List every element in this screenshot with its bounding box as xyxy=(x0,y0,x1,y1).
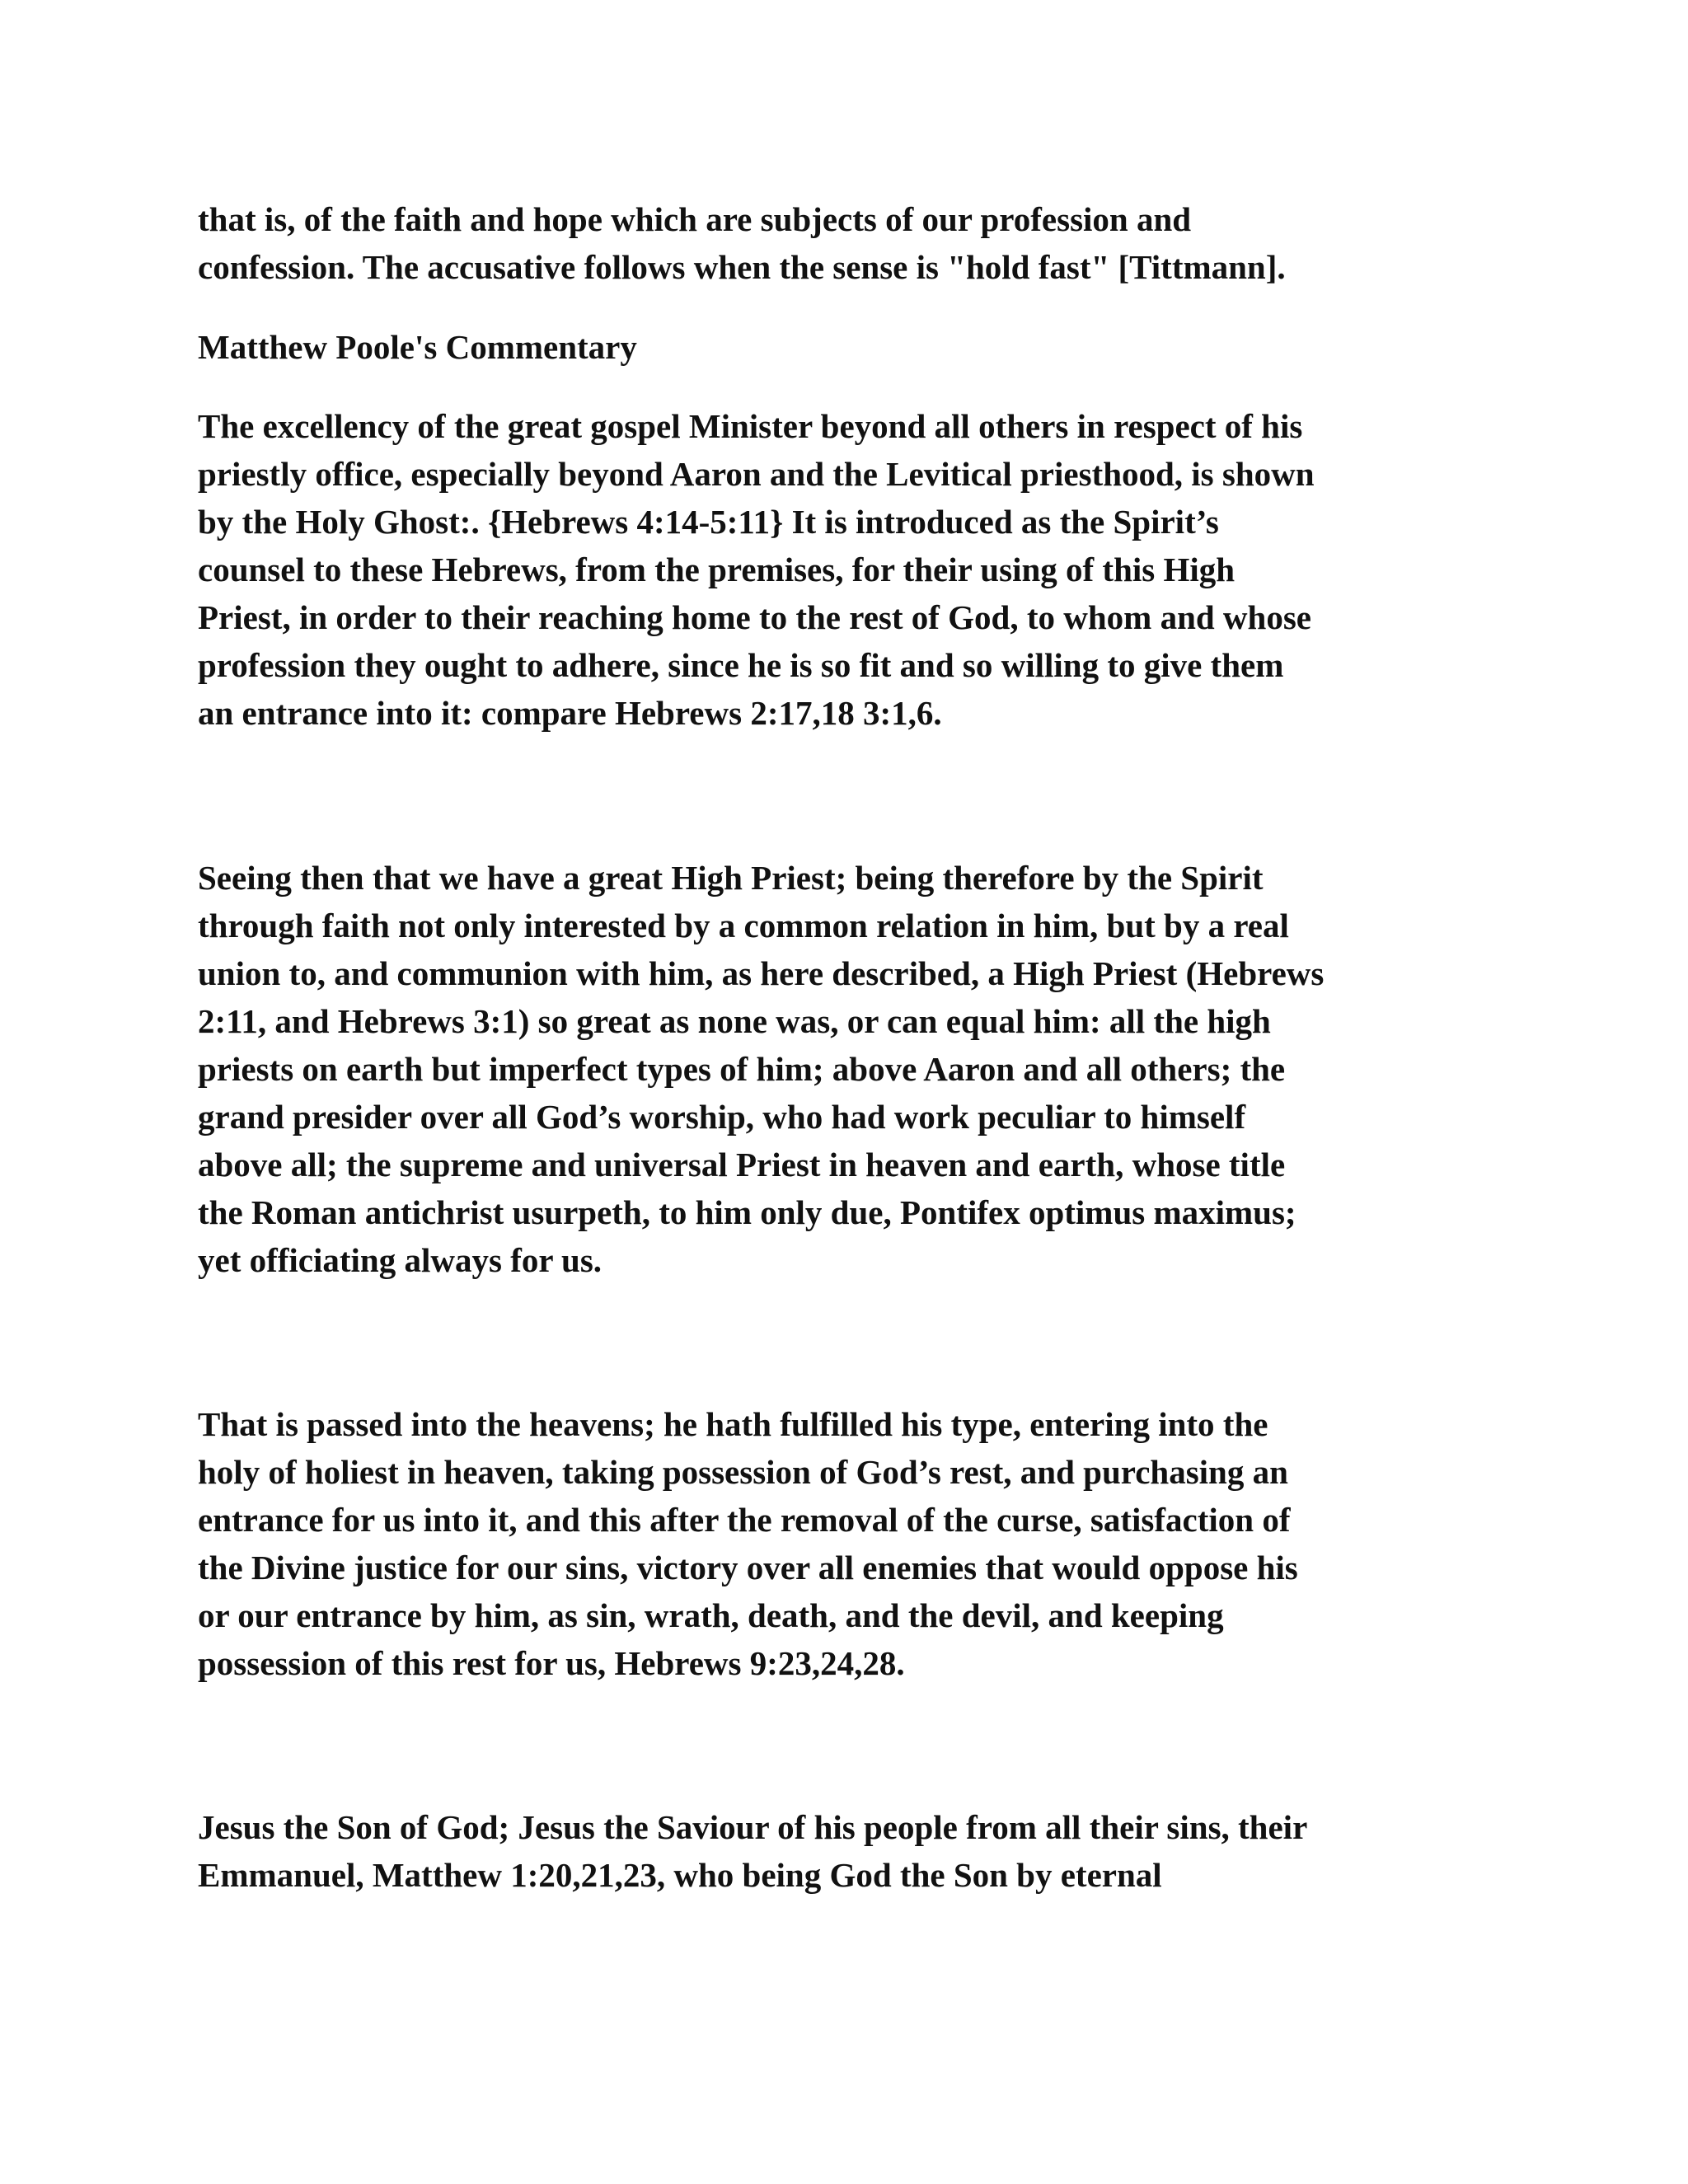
text-line: Jesus the Son of God; Jesus the Saviour of his people from all their sins, their xyxy=(198,1808,1308,1846)
text-line: profession they ought to adhere, since he is so fit and so willing to give them xyxy=(198,646,1284,684)
text-line: The excellency of the great gospel Minister beyond all others in respect of his xyxy=(198,407,1303,445)
text-line: Seeing then that we have a great High Priest; being therefore by the Spirit xyxy=(198,859,1264,897)
text-line: counsel to these Hebrews, from the premises, for their using of this High xyxy=(198,551,1236,588)
paragraph-intro-continuation xyxy=(198,195,1517,291)
text-line: yet officiating always for us. xyxy=(198,1241,603,1279)
paragraph-jesus-son-of-god xyxy=(198,1803,1517,1899)
text-line: the Divine justice for our sins, victory over all enemies that would oppose his xyxy=(198,1549,1298,1586)
text-line: by the Holy Ghost:. {Hebrews 4:14-5:11} It is introduced as the Spirit’s xyxy=(198,503,1219,541)
text-line: above all; the supreme and universal Priest in heaven and earth, whose title xyxy=(198,1146,1286,1183)
text-line: holy of holiest in heaven, taking possession of God’s rest, and purchasing an xyxy=(198,1453,1288,1491)
text-line: possession of this rest for us, Hebrews 9:23,24,28. xyxy=(198,1644,905,1682)
heading-line: Matthew Poole's Commentary xyxy=(198,328,637,366)
text-line: Priest, in order to their reaching home to the rest of God, to whom and whose xyxy=(198,598,1311,636)
text-line: an entrance into it: compare Hebrews 2:17,18 3:1,6. xyxy=(198,694,942,732)
text-line: That is passed into the heavens; he hath fulfilled his type, entering into the xyxy=(198,1405,1268,1443)
text-line: entrance for us into it, and this after the removal of the curse, satisfaction of xyxy=(198,1501,1291,1539)
text-line: the Roman antichrist usurpeth, to him only due, Pontifex optimus maximus; xyxy=(198,1193,1296,1231)
paragraph-excellency xyxy=(198,402,1517,737)
text-line: union to, and communion with him, as here described, a High Priest (Hebrews xyxy=(198,954,1325,992)
text-line: Emmanuel, Matthew 1:20,21,23, who being God the Son by eternal xyxy=(198,1856,1162,1894)
section-heading xyxy=(198,323,1517,371)
text-line: grand presider over all God’s worship, who had work peculiar to himself xyxy=(198,1098,1246,1136)
text-line: 2:11, and Hebrews 3:1) so great as none was, or can equal him: all the high xyxy=(198,1002,1271,1040)
text-line: priestly office, especially beyond Aaron and the Levitical priesthood, is shown xyxy=(198,455,1315,493)
text-line: or our entrance by him, as sin, wrath, death, and the devil, and keeping xyxy=(198,1596,1224,1634)
text-line: that is, of the faith and hope which are subjects of our profession and xyxy=(198,200,1192,238)
text-line: confession. The accusative follows when the sense is "hold fast" [Tittmann]. xyxy=(198,248,1286,286)
paragraph-high-priest xyxy=(198,854,1517,1284)
text-line: priests on earth but imperfect types of him; above Aaron and all others; the xyxy=(198,1050,1286,1088)
text-line: through faith not only interested by a common relation in him, but by a real xyxy=(198,907,1289,944)
paragraph-passed-into-heavens xyxy=(198,1400,1517,1687)
